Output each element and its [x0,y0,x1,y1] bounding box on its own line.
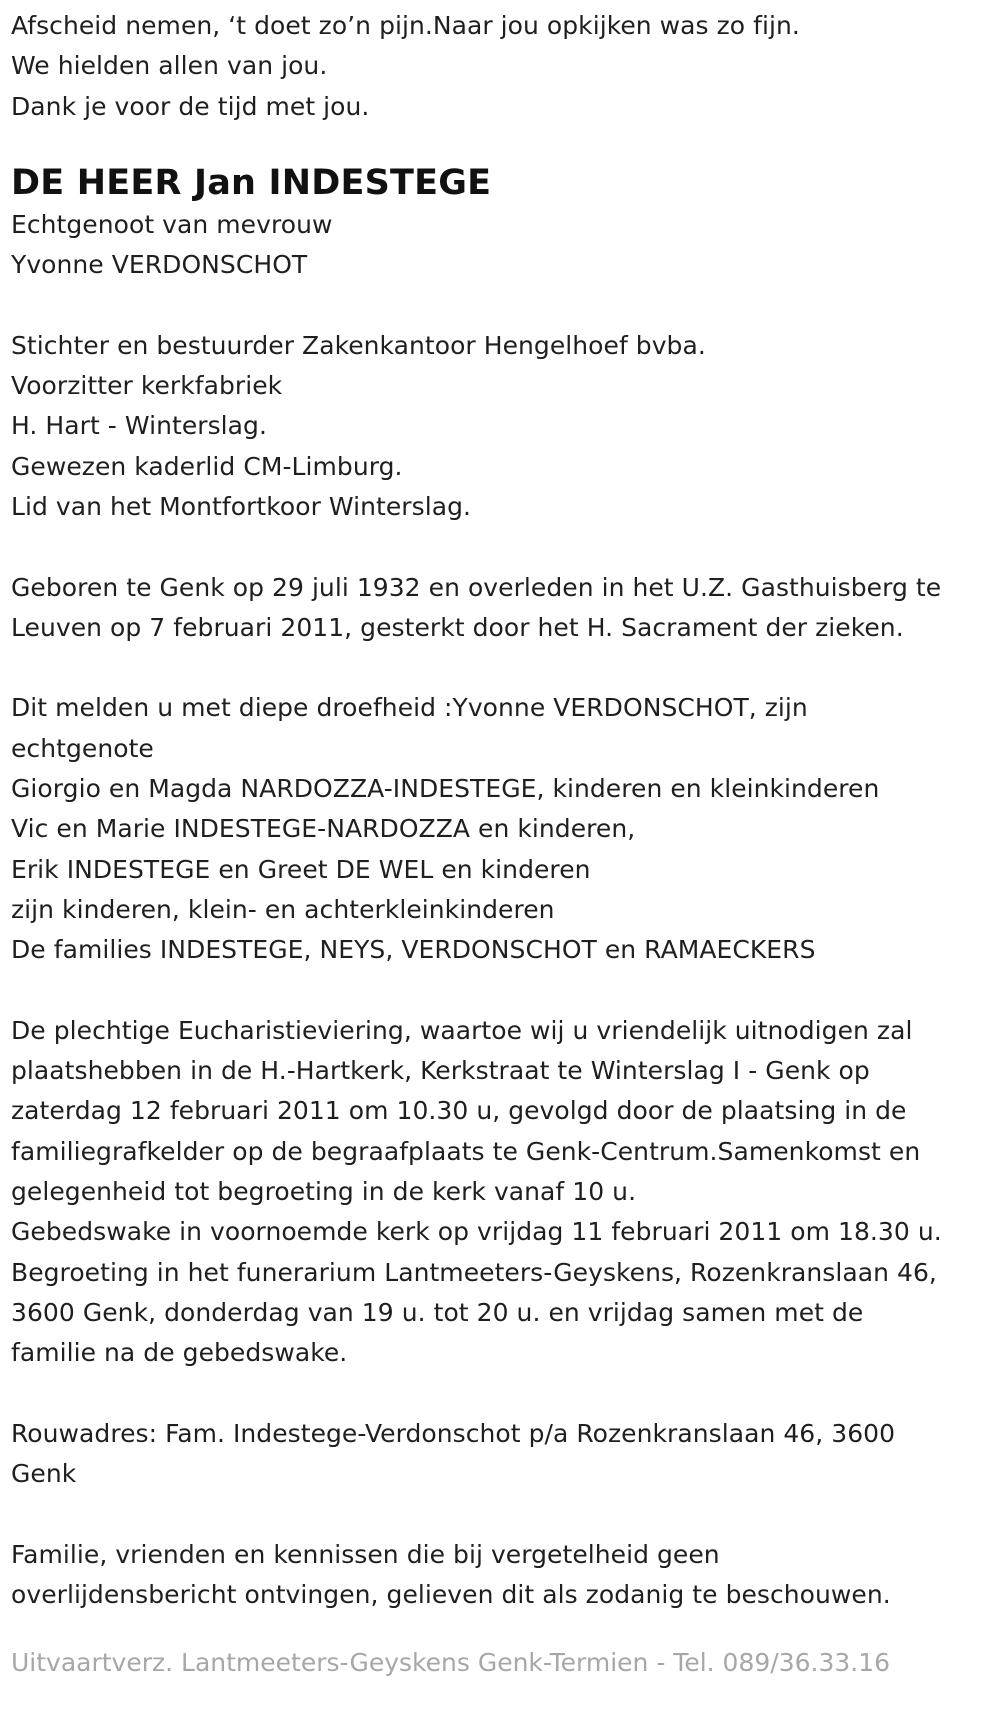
ceremony-line: zaterdag 12 februari 2011 om 10.30 u, gevolgd door de plaatsing in de [11,1096,907,1126]
family-line: Dit melden u met diepe droefheid :Yvonne VERDONSCHOT, zijn [11,693,808,723]
poem-line: Afscheid nemen, ‘t doet zo’n pijn.Naar jou opkijken was zo fijn. [11,11,800,40]
poem-line: Dank je voor de tijd met jou. [11,91,370,121]
address-line: Rouwadres: Fam. Indestege-Verdonschot p/a Rozenkranslaan 46, 3600 [11,1418,896,1448]
spacer [11,971,1000,1011]
ceremony-line: plaatshebben in de H.-Hartkerk, Kerkstraat te Winterslag I - Genk op [11,1056,870,1086]
ceremony-line: De plechtige Eucharistieviering, waartoe wij u vriendelijk uitnodigen zal [11,1015,913,1045]
role-line: Lid van het Montfortkoor Winterslag. [11,491,471,521]
birth-death-line: Geboren te Genk op 29 juli 1932 en overleden in het U.Z. Gasthuisberg te [11,572,942,602]
role-line: Voorzitter kerkfabriek [11,371,283,401]
ceremony-line: familiegrafkelder op de begraafplaats te Genk-Centrum.Samenkomst en [11,1136,921,1166]
family-line: Giorgio en Magda NARDOZZA-INDESTEGE, kinderen en kleinkinderen [11,774,880,804]
family-line: Vic en Marie INDESTEGE-NARDOZZA en kinderen, [11,814,636,844]
spouse-line: Yvonne VERDONSCHOT [11,250,308,280]
family-line: zijn kinderen, klein- en achterkleinkinderen [11,894,555,924]
family-section [11,688,1000,970]
ceremony-line: 3600 Genk, donderdag van 19 u. tot 20 u. en vrijdag samen met de [11,1297,864,1327]
ceremony-line: familie na de gebedswake. [11,1338,348,1368]
birth-death-section [11,568,1000,649]
deceased-name: DE HEER Jan INDESTEGE [11,162,492,203]
roles-section [11,326,1000,527]
spacer [11,1494,1000,1534]
family-line: De families INDESTEGE, NEYS, VERDONSCHOT en RAMAECKERS [11,935,816,965]
ceremony-line: Gebedswake in voornoemde kerk op vrijdag 11 februari 2011 om 18.30 u. [11,1217,942,1247]
spacer [11,1374,1000,1414]
family-line: echtgenote [11,733,154,763]
spouse-line: Echtgenoot van mevrouw [11,209,333,239]
closing-section [11,1535,1000,1616]
ceremony-line: Begroeting in het funerarium Lantmeeters-Geyskens, Rozenkranslaan 46, [11,1257,937,1287]
closing-line: Familie, vrienden en kennissen die bij vergetelheid geen [11,1539,720,1569]
role-line: Stichter en bestuurder Zakenkantoor Hengelhoef bvba. [11,330,706,360]
closing-line: overlijdensbericht ontvingen, gelieven dit als zodanig te beschouwen. [11,1579,891,1609]
role-line: Gewezen kaderlid CM-Limburg. [11,451,403,481]
spacer [11,648,1000,688]
role-line: H. Hart - Winterslag. [11,411,267,441]
spouse-info [11,205,1000,286]
birth-death-line: Leuven op 7 februari 2011, gesterkt door het H. Sacrament der zieken. [11,612,904,642]
ceremony-line: gelegenheid tot begroeting in de kerk vanaf 10 u. [11,1177,637,1207]
poem-line: We hielden allen van jou. [11,51,328,81]
address-section [11,1414,1000,1495]
spacer [11,285,1000,325]
ceremony-section [11,1011,1000,1374]
spacer [11,527,1000,567]
family-line: Erik INDESTEGE en Greet DE WEL en kinderen [11,854,591,884]
address-line: Genk [11,1459,77,1489]
funeral-home-footer: Uitvaartverz. Lantmeeters-Geyskens Genk-Termien - Tel. 089/36.33.16 [11,1648,891,1677]
intro-poem [11,6,1000,127]
